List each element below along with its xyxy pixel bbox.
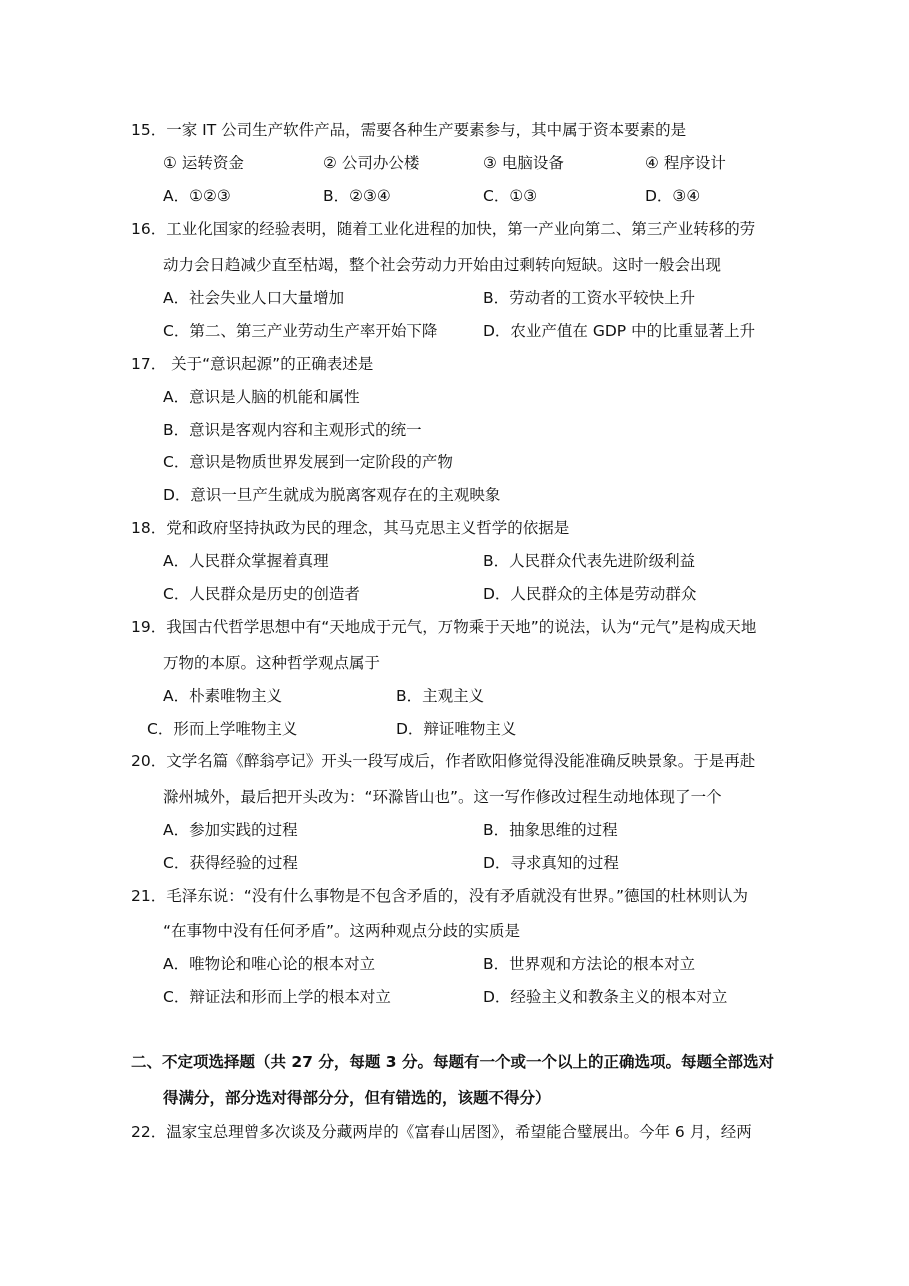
- q21-option-a: A．唯物论和唯心论的根本对立: [163, 955, 376, 973]
- q15-stem: 15．一家 IT 公司生产软件产品，需要各种生产要素参与，其中属于资本要素的是: [131, 121, 687, 139]
- q16-option-c: C．第二、第三产业劳动生产率开始下降: [163, 322, 438, 340]
- q21-stem-line1: 21．毛泽东说：“没有什么事物是不包含矛盾的，没有矛盾就没有世界。”德国的杜林则认为: [131, 887, 749, 905]
- q17-option-a: A．意识是人脑的机能和属性: [163, 388, 360, 406]
- q20-stem-line2: 滁州城外，最后把开头改为：“环滁皆山也”。这一写作修改过程生动地体现了一个: [163, 788, 722, 806]
- q18-option-d: D．人民群众的主体是劳动群众: [483, 585, 697, 603]
- section2-title-line2: 得满分，部分选对得部分分，但有错选的，该题不得分）: [163, 1089, 551, 1107]
- q17-option-d: D．意识一旦产生就成为脱离客观存在的主观映象: [163, 486, 501, 504]
- q18-option-b: B．人民群众代表先进阶级利益: [483, 552, 696, 570]
- q16-stem-line2: 动力会日趋减少直至枯竭，整个社会劳动力开始由过剩转向短缺。这时一般会出现: [163, 256, 722, 274]
- q21-option-c: C．辩证法和形而上学的根本对立: [163, 988, 391, 1006]
- q15-option-c: C．①③: [483, 187, 538, 205]
- q21-option-b: B．世界观和方法论的根本对立: [483, 955, 696, 973]
- q17-stem: 17． 关于“意识起源”的正确表述是: [131, 355, 374, 373]
- q19-option-a: A．朴素唯物主义: [163, 687, 283, 705]
- q21-stem-line2: “在事物中没有任何矛盾”。这两种观点分歧的实质是: [163, 922, 521, 940]
- q16-stem-line1: 16．工业化国家的经验表明，随着工业化进程的加快，第一产业向第二、第三产业转移的劳: [131, 220, 756, 238]
- section2-title-line1: 二、不定项选择题（共 27 分，每题 3 分。每题有一个或一个以上的正确选项。每题全部选对: [131, 1053, 774, 1071]
- q20-option-c: C．获得经验的过程: [163, 854, 298, 872]
- q19-stem-line2: 万物的本原。这种哲学观点属于: [163, 654, 381, 672]
- q17-option-b: B．意识是客观内容和主观形式的统一: [163, 421, 422, 439]
- q20-option-b: B．抽象思维的过程: [483, 821, 618, 839]
- q16-option-a: A．社会失业人口大量增加: [163, 289, 345, 307]
- q19-stem-line1: 19．我国古代哲学思想中有“天地成于元气，万物乘于天地”的说法，认为“元气”是构成天地: [131, 618, 757, 636]
- q15-item-3: ③ 电脑设备: [483, 154, 564, 172]
- q15-option-a: A．①②③: [163, 187, 231, 205]
- q15-option-b: B．②③④: [323, 187, 391, 205]
- q18-option-c: C．人民群众是历史的创造者: [163, 585, 360, 603]
- q21-option-d: D．经验主义和教条主义的根本对立: [483, 988, 728, 1006]
- q15-item-2: ② 公司办公楼: [323, 154, 420, 172]
- q19-option-d: D．辩证唯物主义: [396, 720, 517, 738]
- q16-option-b: B．劳动者的工资水平较快上升: [483, 289, 696, 307]
- q18-option-a: A．人民群众掌握着真理: [163, 552, 329, 570]
- q17-option-c: C．意识是物质世界发展到一定阶段的产物: [163, 453, 453, 471]
- q15-item-1: ① 运转资金: [163, 154, 244, 172]
- q18-stem: 18．党和政府坚持执政为民的理念，其马克思主义哲学的依据是: [131, 519, 570, 537]
- q15-option-d: D．③④: [645, 187, 701, 205]
- q20-option-a: A．参加实践的过程: [163, 821, 298, 839]
- q20-option-d: D．寻求真知的过程: [483, 854, 619, 872]
- q16-option-d: D．农业产值在 GDP 中的比重显著上升: [483, 322, 756, 340]
- q15-item-4: ④ 程序设计: [645, 154, 726, 172]
- q22-stem-line1: 22．温家宝总理曾多次谈及分藏两岸的《富春山居图》，希望能合璧展出。今年 6 月，经两: [131, 1123, 752, 1141]
- q19-option-c: C．形而上学唯物主义: [147, 720, 298, 738]
- q20-stem-line1: 20．文学名篇《醉翁亭记》开头一段写成后，作者欧阳修觉得没能准确反映景象。于是再赴: [131, 752, 756, 770]
- q19-option-b: B．主观主义: [396, 687, 485, 705]
